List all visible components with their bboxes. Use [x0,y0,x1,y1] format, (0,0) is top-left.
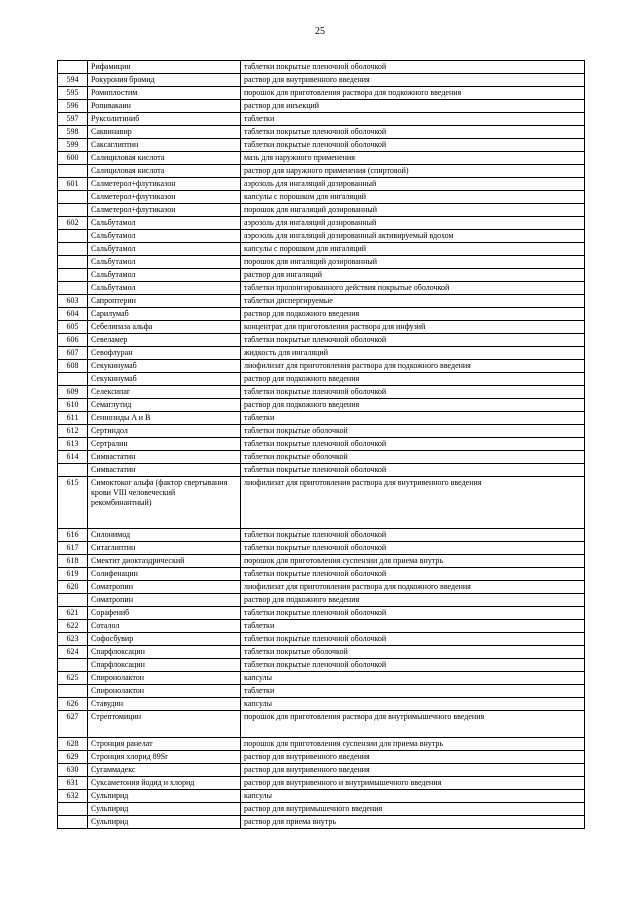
dosage-form: таблетки пролонгированного действия покрытые оболочкой [241,282,585,295]
row-number: 612 [58,425,88,438]
table-row [58,464,585,477]
dosage-form: раствор для наружного применения (спиртовой) [241,165,585,178]
table-row [58,256,585,269]
dosage-form: таблетки [241,685,585,698]
table-row [58,230,585,243]
dosage-form: порошок для ингаляций дозированный [241,204,585,217]
drug-name: Сальбутамол [88,282,241,295]
drug-name: Соматропин [88,581,241,594]
table-row [58,295,585,308]
drug-name: Симвастатин [88,451,241,464]
table-row [58,594,585,607]
row-number: 629 [58,751,88,764]
drug-name: Семаглутид [88,399,241,412]
drug-name: Сапроптерин [88,295,241,308]
dosage-form: порошок для приготовления раствора для внутримышечного введения [241,711,585,738]
dosage-form: раствор для подкожного введения [241,373,585,386]
drug-name: Салметерол+флутиказон [88,191,241,204]
table-row [58,698,585,711]
drug-name: Сальбутамол [88,256,241,269]
dosage-form: аэрозоль для ингаляций дозированный [241,178,585,191]
drug-table [57,60,585,829]
row-number: 630 [58,764,88,777]
table-row [58,126,585,139]
table-row [58,438,585,451]
drug-name: Сальбутамол [88,243,241,256]
row-number [58,191,88,204]
dosage-form: жидкость для ингаляций [241,347,585,360]
row-number: 604 [58,308,88,321]
table-row [58,751,585,764]
table-row [58,191,585,204]
table-row [58,399,585,412]
dosage-form: таблетки покрытые оболочкой [241,646,585,659]
drug-name: Сальбутамол [88,230,241,243]
dosage-form: таблетки покрытые пленочной оболочкой [241,542,585,555]
drug-name: Спиронолактон [88,672,241,685]
dosage-form: лиофилизат для приготовления раствора для подкожного введения [241,360,585,373]
row-number: 615 [58,477,88,529]
drug-name: Смектит диоктаэдрический [88,555,241,568]
drug-name: Сертралин [88,438,241,451]
row-number: 598 [58,126,88,139]
dosage-form: таблетки [241,412,585,425]
table-row [58,373,585,386]
dosage-form: раствор для внутривенного введения [241,764,585,777]
table-row [58,282,585,295]
drug-name: Сеннозиды A и B [88,412,241,425]
row-number [58,685,88,698]
table-row [58,269,585,282]
row-number [58,594,88,607]
row-number [58,282,88,295]
dosage-form: таблетки покрытые пленочной оболочкой [241,438,585,451]
dosage-form: капсулы с порошком для ингаляций [241,191,585,204]
row-number: 605 [58,321,88,334]
dosage-form: раствор для внутримышечного введения [241,803,585,816]
dosage-form: лиофилизат для приготовления раствора для внутривенного введения [241,477,585,529]
table-row [58,542,585,555]
table-row [58,646,585,659]
table-row [58,451,585,464]
dosage-form: таблетки покрытые пленочной оболочкой [241,568,585,581]
table-row [58,633,585,646]
row-number: 608 [58,360,88,373]
row-number: 595 [58,87,88,100]
dosage-form: порошок для ингаляций дозированный [241,256,585,269]
drug-name: Руксолитиниб [88,113,241,126]
dosage-form: таблетки покрытые пленочной оболочкой [241,334,585,347]
dosage-form: концентрат для приготовления раствора для инфузий [241,321,585,334]
drug-name: Стронция хлорид 89Sr [88,751,241,764]
row-number: 625 [58,672,88,685]
row-number: 610 [58,399,88,412]
table-row [58,764,585,777]
row-number: 626 [58,698,88,711]
drug-name: Соматропин [88,594,241,607]
table-row [58,803,585,816]
drug-name: Салициловая кислота [88,152,241,165]
dosage-form: таблетки покрытые пленочной оболочкой [241,607,585,620]
drug-name: Сальбутамол [88,217,241,230]
table-row [58,477,585,529]
table-row [58,685,585,698]
dosage-form: раствор для подкожного введения [241,308,585,321]
table-row [58,672,585,685]
row-number: 617 [58,542,88,555]
table-row [58,74,585,87]
row-number [58,373,88,386]
drug-name: Сугаммадекс [88,764,241,777]
dosage-form: раствор для внутривенного введения [241,74,585,87]
row-number [58,803,88,816]
dosage-form: таблетки покрытые пленочной оболочкой [241,659,585,672]
dosage-form: раствор для внутривенного введения [241,751,585,764]
table-row [58,790,585,803]
table-row [58,568,585,581]
row-number [58,816,88,829]
drug-name: Рокурония бромид [88,74,241,87]
drug-name: Софосбувир [88,633,241,646]
row-number: 596 [58,100,88,113]
drug-name: Саквинавир [88,126,241,139]
table-row [58,87,585,100]
dosage-form: таблетки покрытые пленочной оболочкой [241,126,585,139]
drug-name: Сертиндол [88,425,241,438]
row-number: 616 [58,529,88,542]
row-number [58,243,88,256]
row-number: 597 [58,113,88,126]
drug-name: Салметерол+флутиказон [88,204,241,217]
row-number: 607 [58,347,88,360]
table-row [58,347,585,360]
dosage-form: раствор для приема внутрь [241,816,585,829]
drug-name: Стронция ранелат [88,738,241,751]
dosage-form: таблетки покрытые оболочкой [241,425,585,438]
row-number: 613 [58,438,88,451]
row-number: 622 [58,620,88,633]
drug-name: Секукинумаб [88,360,241,373]
dosage-form: аэрозоль для ингаляций дозированный активируемый вдохом [241,230,585,243]
drug-name: Ставудин [88,698,241,711]
dosage-form: капсулы с порошком для ингаляций [241,243,585,256]
row-number: 609 [58,386,88,399]
row-number: 631 [58,777,88,790]
row-number [58,464,88,477]
table-row [58,386,585,399]
drug-name: Сарилумаб [88,308,241,321]
dosage-form: капсулы [241,790,585,803]
dosage-form: капсулы [241,698,585,711]
drug-name: Севеламер [88,334,241,347]
dosage-form: таблетки [241,620,585,633]
drug-name: Сорафениб [88,607,241,620]
row-number: 603 [58,295,88,308]
table-row [58,113,585,126]
row-number: 628 [58,738,88,751]
row-number: 621 [58,607,88,620]
dosage-form: таблетки [241,113,585,126]
dosage-form: таблетки покрытые пленочной оболочкой [241,633,585,646]
dosage-form: таблетки диспергируемые [241,295,585,308]
row-number [58,204,88,217]
drug-name: Секукинумаб [88,373,241,386]
drug-name: Силонимод [88,529,241,542]
table-row [58,139,585,152]
row-number: 594 [58,74,88,87]
drug-name: Симоктоког альфа (фактор свертывания крови VIII человеческий рекомбинантный) [88,477,241,529]
drug-name: Себелипаза альфа [88,321,241,334]
drug-name: Ромиплостим [88,87,241,100]
row-number: 618 [58,555,88,568]
drug-name: Сульпирид [88,816,241,829]
drug-name: Ропивакаин [88,100,241,113]
drug-name: Салициловая кислота [88,165,241,178]
table-row [58,425,585,438]
row-number [58,230,88,243]
row-number: 624 [58,646,88,659]
drug-table-body [58,61,585,829]
dosage-form: таблетки покрытые пленочной оболочкой [241,61,585,74]
table-row [58,61,585,74]
dosage-form: порошок для приготовления суспензии для приема внутрь [241,555,585,568]
dosage-form: лиофилизат для приготовления раствора для подкожного введения [241,581,585,594]
row-number [58,269,88,282]
row-number: 600 [58,152,88,165]
table-row [58,555,585,568]
row-number: 602 [58,217,88,230]
drug-name: Севофлуран [88,347,241,360]
dosage-form: раствор для подкожного введения [241,594,585,607]
dosage-form: порошок для приготовления раствора для подкожного введения [241,87,585,100]
drug-name: Саксаглиптин [88,139,241,152]
table-row [58,711,585,738]
row-number: 611 [58,412,88,425]
table-row [58,334,585,347]
dosage-form: таблетки покрытые пленочной оболочкой [241,386,585,399]
drug-name: Солифенацин [88,568,241,581]
table-row [58,178,585,191]
table-row [58,659,585,672]
drug-name: Суксаметония йодид и хлорид [88,777,241,790]
table-row [58,607,585,620]
table-row [58,620,585,633]
drug-name: Салметерол+флутиказон [88,178,241,191]
dosage-form: аэрозоль для ингаляций дозированный [241,217,585,230]
row-number [58,61,88,74]
drug-name: Спиронолактон [88,685,241,698]
table-row [58,581,585,594]
table-row [58,217,585,230]
drug-name: Селексипаг [88,386,241,399]
dosage-form: раствор для инъекций [241,100,585,113]
table-row [58,777,585,790]
drug-name: Рифамицин [88,61,241,74]
table-row [58,529,585,542]
dosage-form: раствор для подкожного введения [241,399,585,412]
row-number: 627 [58,711,88,738]
drug-name: Стрептомицин [88,711,241,738]
drug-name: Симвастатин [88,464,241,477]
page-number: 25 [315,26,325,37]
table-row [58,165,585,178]
dosage-form: раствор для внутривенного и внутримышечного введения [241,777,585,790]
table-row [58,738,585,751]
table-row [58,412,585,425]
table-row [58,204,585,217]
table-row [58,152,585,165]
drug-name: Сальбутамол [88,269,241,282]
row-number: 632 [58,790,88,803]
row-number [58,165,88,178]
row-number [58,659,88,672]
table-row [58,816,585,829]
dosage-form: таблетки покрытые пленочной оболочкой [241,139,585,152]
drug-name: Ситаглиптин [88,542,241,555]
row-number: 606 [58,334,88,347]
row-number: 601 [58,178,88,191]
dosage-form: капсулы [241,672,585,685]
dosage-form: порошок для приготовления суспензии для приема внутрь [241,738,585,751]
dosage-form: таблетки покрытые пленочной оболочкой [241,464,585,477]
table-row [58,308,585,321]
drug-name: Сульпирид [88,790,241,803]
table-row [58,360,585,373]
drug-name: Спарфлоксацин [88,659,241,672]
drug-name: Сульпирид [88,803,241,816]
drug-name: Соталол [88,620,241,633]
table-row [58,100,585,113]
drug-name: Спарфлоксацин [88,646,241,659]
row-number: 619 [58,568,88,581]
row-number: 614 [58,451,88,464]
row-number: 623 [58,633,88,646]
dosage-form: мазь для наружного применения [241,152,585,165]
row-number [58,256,88,269]
dosage-form: раствор для ингаляций [241,269,585,282]
dosage-form: таблетки покрытые пленочной оболочкой [241,529,585,542]
table-row [58,321,585,334]
dosage-form: таблетки покрытые оболочкой [241,451,585,464]
row-number: 620 [58,581,88,594]
row-number: 599 [58,139,88,152]
table-row [58,243,585,256]
